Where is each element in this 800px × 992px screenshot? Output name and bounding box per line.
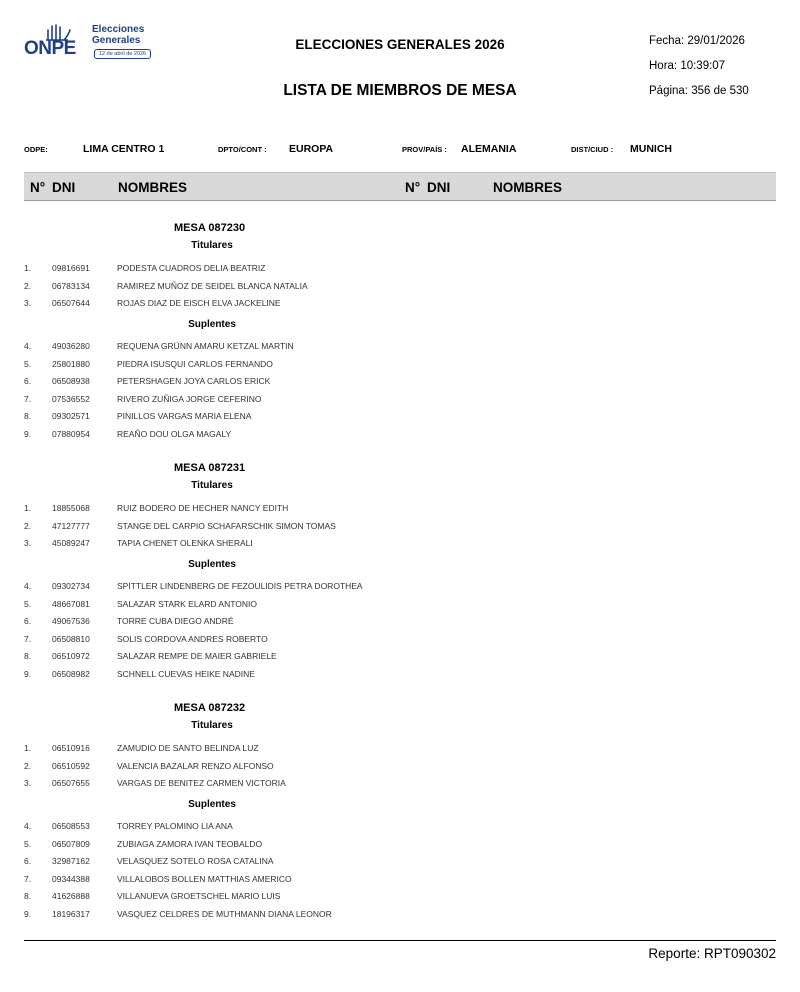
member-number: 6. [24, 376, 32, 387]
member-row [0, 616, 500, 628]
member-row [0, 581, 500, 593]
member-dni: 18196317 [52, 909, 90, 919]
member-name: VELASQUEZ SOTELO ROSA CATALINA [117, 856, 274, 867]
dist-label: DIST/CIUD : [571, 145, 614, 154]
member-row [0, 778, 500, 790]
member-name: RAMIREZ MUÑOZ DE SEIDEL BLANCA NATALIA [117, 280, 308, 291]
logo-line-2: Generales [92, 35, 141, 46]
odpe-label: ODPE: [24, 145, 48, 154]
member-dni: 47127777 [52, 520, 90, 531]
member-row [0, 839, 500, 851]
member-dni: 18855068 [52, 503, 90, 513]
member-dni: 06507809 [52, 838, 90, 849]
dpto-label: DPTO/CONT : [218, 145, 267, 154]
member-number: 8. [24, 411, 32, 422]
member-dni: 06508810 [52, 633, 90, 644]
suplentes-heading: Suplentes [188, 799, 236, 810]
page-title: ELECCIONES GENERALES 2026 [295, 37, 505, 52]
member-number: 1. [24, 263, 32, 273]
col-dni-header-2: DNI [427, 180, 451, 195]
member-name: SPITTLER LINDENBERG DE FEZOULIDIS PETRA DOROTHEA [117, 581, 363, 591]
member-row [0, 521, 500, 533]
member-name: PIEDRA ISUSQUI CARLOS FERNANDO [117, 358, 273, 369]
col-dni-header: DNI [52, 180, 76, 195]
member-name: REAÑO DOU OLGA MAGALY [117, 429, 232, 439]
member-number: 3. [24, 538, 32, 549]
col-nombres-header: NOMBRES [118, 180, 188, 195]
suplentes-heading: Suplentes [188, 319, 236, 330]
member-number: 4. [24, 341, 32, 351]
member-name: REQUENA GRÜNN AMARU KETZAL MARTIN [117, 341, 294, 351]
mesa-title: MESA 087232 [174, 702, 246, 714]
member-name: VALENCIA BAZALAR RENZO ALFONSO [117, 760, 274, 771]
member-number: 2. [24, 520, 32, 531]
member-row [0, 298, 500, 310]
member-row [0, 341, 500, 353]
member-dni: 06510916 [52, 743, 90, 753]
footer-divider [24, 940, 776, 941]
member-dni: 48667081 [52, 598, 90, 609]
member-dni: 09302734 [52, 581, 90, 591]
member-number: 2. [24, 280, 32, 291]
member-row [0, 891, 500, 903]
member-row [0, 634, 500, 646]
member-name: ROJAS DIAZ DE EISCH ELVA JACKELINE [117, 298, 281, 309]
member-dni: 25801880 [52, 358, 90, 369]
member-name: PETERSHAGEN JOYA CARLOS ERICK [117, 376, 271, 387]
member-row [0, 503, 500, 515]
member-name: TORREY PALOMINO LIA ANA [117, 821, 233, 831]
member-number: 6. [24, 856, 32, 867]
member-number: 5. [24, 598, 32, 609]
member-number: 8. [24, 891, 32, 902]
member-name: VASQUEZ CELDRES DE MUTHMANN DIANA LEONOR [117, 909, 332, 919]
member-number: 6. [24, 616, 32, 627]
member-name: SALAZAR STARK ELARD ANTONIO [117, 598, 257, 609]
suplentes-heading: Suplentes [188, 559, 236, 570]
member-dni: 49036280 [52, 341, 90, 351]
member-number: 4. [24, 821, 32, 831]
member-dni: 32987162 [52, 856, 90, 867]
member-name: PODESTA CUADROS DELIA BEATRIZ [117, 263, 266, 273]
member-row [0, 874, 500, 886]
member-row [0, 538, 500, 550]
member-dni: 41626888 [52, 891, 90, 902]
prov-label: PROV/PAÍS : [402, 145, 447, 154]
member-row [0, 743, 500, 755]
member-number: 7. [24, 873, 32, 884]
member-dni: 06510592 [52, 760, 90, 771]
member-number: 8. [24, 651, 32, 662]
mesa-title: MESA 087231 [174, 462, 246, 474]
dist-value: MUNICH [630, 143, 672, 155]
member-number: 9. [24, 429, 32, 439]
member-name: SOLIS CORDOVA ANDRES ROBERTO [117, 633, 268, 644]
member-row [0, 856, 500, 868]
member-number: 9. [24, 669, 32, 679]
report-date: Fecha: 29/01/2026 [649, 35, 745, 47]
col-num-header-2: N° [405, 180, 421, 195]
member-row [0, 394, 500, 406]
table-header [24, 172, 776, 201]
member-row [0, 359, 500, 371]
titulares-heading: Titulares [191, 240, 233, 251]
dpto-value: EUROPA [289, 143, 334, 155]
member-name: VILLANUEVA GROETSCHEL MARIO LUIS [117, 891, 281, 902]
member-dni: 06508982 [52, 669, 90, 679]
mesa-title: MESA 087230 [174, 222, 246, 234]
member-number: 2. [24, 760, 32, 771]
page-number: Página: 356 de 530 [649, 85, 749, 97]
member-name: SCHNELL CUEVAS HEIKE NADINE [117, 669, 255, 679]
member-name: RUIZ BODERO DE HECHER NANCY EDITH [117, 503, 289, 513]
member-number: 4. [24, 581, 32, 591]
member-number: 1. [24, 503, 32, 513]
member-name: VARGAS DE BENITEZ CARMEN VICTORIA [117, 778, 286, 789]
titulares-heading: Titulares [191, 480, 233, 491]
member-name: TAPIA CHENET OLENKA SHERALI [117, 538, 253, 549]
member-number: 1. [24, 743, 32, 753]
member-row [0, 761, 500, 773]
odpe-value: LIMA CENTRO 1 [83, 143, 165, 155]
member-row [0, 651, 500, 663]
member-dni: 09302571 [52, 411, 90, 422]
member-row [0, 281, 500, 293]
member-row [0, 429, 500, 441]
logo-line-1: Elecciones [92, 24, 145, 35]
member-dni: 06508553 [52, 821, 90, 831]
titulares-heading: Titulares [191, 720, 233, 731]
member-dni: 09816691 [52, 263, 90, 273]
member-name: ZUBIAGA ZAMORA IVAN TEOBALDO [117, 838, 263, 849]
member-dni: 07536552 [52, 393, 90, 404]
prov-value: ALEMANIA [461, 143, 517, 155]
member-number: 7. [24, 393, 32, 404]
member-dni: 07880954 [52, 429, 90, 439]
member-row [0, 263, 500, 275]
member-dni: 06508938 [52, 376, 90, 387]
member-dni: 49067536 [52, 616, 90, 627]
member-name: ZAMUDIO DE SANTO BELINDA LUZ [117, 743, 259, 753]
logo-wordmark: ONPE [24, 38, 76, 59]
member-dni: 06507644 [52, 298, 90, 309]
member-name: VILLALOBOS BOLLEN MATTHIAS AMERICO [117, 873, 292, 884]
member-row [0, 599, 500, 611]
member-dni: 09344388 [52, 873, 90, 884]
member-row [0, 376, 500, 388]
col-nombres-header-2: NOMBRES [493, 180, 563, 195]
member-number: 3. [24, 778, 32, 789]
member-name: PINILLOS VARGAS MARIA ELENA [117, 411, 252, 422]
member-name: SALAZAR REMPE DE MAIER GABRIELE [117, 651, 277, 662]
member-dni: 06510972 [52, 651, 90, 662]
member-dni: 06783134 [52, 280, 90, 291]
report-code: Reporte: RPT090302 [648, 946, 776, 961]
logo-date: 12 de abril de 2026 [94, 49, 151, 59]
member-number: 5. [24, 838, 32, 849]
member-number: 7. [24, 633, 32, 644]
member-row [0, 909, 500, 921]
member-name: STANGE DEL CARPIO SCHAFARSCHIK SIMON TOMAS [117, 520, 336, 531]
member-name: RIVERO ZUÑIGA JORGE CEFERINO [117, 393, 262, 404]
member-row [0, 821, 500, 833]
member-number: 5. [24, 358, 32, 369]
report-time: Hora: 10:39:07 [649, 60, 726, 72]
member-dni: 45089247 [52, 538, 90, 549]
col-num-header: N° [30, 180, 46, 195]
page-subtitle: LISTA DE MIEMBROS DE MESA [283, 82, 517, 99]
member-name: TORRE CUBA DIEGO ANDRÉ [117, 616, 234, 627]
member-row [0, 411, 500, 423]
member-dni: 06507655 [52, 778, 90, 789]
member-number: 9. [24, 909, 32, 919]
member-number: 3. [24, 298, 32, 309]
member-row [0, 669, 500, 681]
